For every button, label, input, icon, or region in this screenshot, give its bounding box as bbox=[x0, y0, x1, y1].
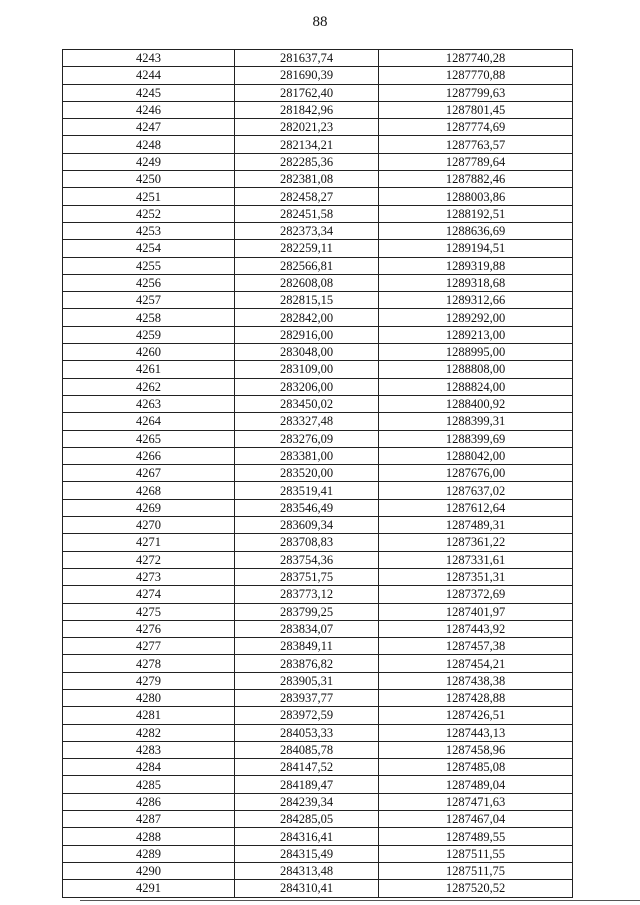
table-row bbox=[63, 793, 573, 810]
y-coordinate-cell: 1287443,92 bbox=[379, 620, 573, 637]
coordinates-table bbox=[62, 49, 573, 898]
x-coordinate-cell: 284147,52 bbox=[235, 759, 379, 776]
table-row bbox=[63, 568, 573, 585]
point-number-cell: 4263 bbox=[63, 395, 235, 412]
table-row bbox=[63, 603, 573, 620]
point-number-cell: 4269 bbox=[63, 499, 235, 516]
x-coordinate-cell: 282458,27 bbox=[235, 188, 379, 205]
table-row bbox=[63, 119, 573, 136]
x-coordinate-cell: 284239,34 bbox=[235, 793, 379, 810]
table-row bbox=[63, 240, 573, 257]
point-number-cell: 4265 bbox=[63, 430, 235, 447]
table-row bbox=[63, 257, 573, 274]
table-row bbox=[63, 517, 573, 534]
y-coordinate-cell: 1287458,96 bbox=[379, 741, 573, 758]
table-row bbox=[63, 655, 573, 672]
y-coordinate-cell: 1288399,69 bbox=[379, 430, 573, 447]
table-row bbox=[63, 344, 573, 361]
y-coordinate-cell: 1288995,00 bbox=[379, 344, 573, 361]
y-coordinate-cell: 1287372,69 bbox=[379, 586, 573, 603]
x-coordinate-cell: 283519,41 bbox=[235, 482, 379, 499]
y-coordinate-cell: 1287511,55 bbox=[379, 845, 573, 862]
x-coordinate-cell: 283609,34 bbox=[235, 517, 379, 534]
y-coordinate-cell: 1289194,51 bbox=[379, 240, 573, 257]
x-coordinate-cell: 284189,47 bbox=[235, 776, 379, 793]
x-coordinate-cell: 283937,77 bbox=[235, 689, 379, 706]
x-coordinate-cell: 283276,09 bbox=[235, 430, 379, 447]
y-coordinate-cell: 1289213,00 bbox=[379, 326, 573, 343]
point-number-cell: 4287 bbox=[63, 811, 235, 828]
page-bottom-rule bbox=[80, 900, 640, 901]
y-coordinate-cell: 1288636,69 bbox=[379, 222, 573, 239]
x-coordinate-cell: 283206,00 bbox=[235, 378, 379, 395]
y-coordinate-cell: 1287485,08 bbox=[379, 759, 573, 776]
x-coordinate-cell: 283520,00 bbox=[235, 465, 379, 482]
point-number-cell: 4274 bbox=[63, 586, 235, 603]
y-coordinate-cell: 1287471,63 bbox=[379, 793, 573, 810]
y-coordinate-cell: 1287428,88 bbox=[379, 689, 573, 706]
point-number-cell: 4259 bbox=[63, 326, 235, 343]
x-coordinate-cell: 282259,11 bbox=[235, 240, 379, 257]
point-number-cell: 4245 bbox=[63, 84, 235, 101]
y-coordinate-cell: 1287676,00 bbox=[379, 465, 573, 482]
point-number-cell: 4248 bbox=[63, 136, 235, 153]
y-coordinate-cell: 1288042,00 bbox=[379, 447, 573, 464]
y-coordinate-cell: 1289292,00 bbox=[379, 309, 573, 326]
x-coordinate-cell: 283109,00 bbox=[235, 361, 379, 378]
x-coordinate-cell: 283751,75 bbox=[235, 568, 379, 585]
table-row bbox=[63, 465, 573, 482]
y-coordinate-cell: 1288808,00 bbox=[379, 361, 573, 378]
point-number-cell: 4243 bbox=[63, 50, 235, 67]
point-number-cell: 4271 bbox=[63, 534, 235, 551]
y-coordinate-cell: 1288399,31 bbox=[379, 413, 573, 430]
table-row bbox=[63, 845, 573, 862]
x-coordinate-cell: 281762,40 bbox=[235, 84, 379, 101]
point-number-cell: 4280 bbox=[63, 689, 235, 706]
y-coordinate-cell: 1287511,75 bbox=[379, 862, 573, 879]
y-coordinate-cell: 1287443,13 bbox=[379, 724, 573, 741]
point-number-cell: 4267 bbox=[63, 465, 235, 482]
y-coordinate-cell: 1287489,55 bbox=[379, 828, 573, 845]
point-number-cell: 4291 bbox=[63, 880, 235, 897]
point-number-cell: 4289 bbox=[63, 845, 235, 862]
table-row bbox=[63, 361, 573, 378]
table-row bbox=[63, 67, 573, 84]
y-coordinate-cell: 1287489,31 bbox=[379, 517, 573, 534]
x-coordinate-cell: 283834,07 bbox=[235, 620, 379, 637]
table-row bbox=[63, 862, 573, 879]
table-row bbox=[63, 482, 573, 499]
y-coordinate-cell: 1287426,51 bbox=[379, 707, 573, 724]
x-coordinate-cell: 283773,12 bbox=[235, 586, 379, 603]
y-coordinate-cell: 1287740,28 bbox=[379, 50, 573, 67]
point-number-cell: 4258 bbox=[63, 309, 235, 326]
point-number-cell: 4270 bbox=[63, 517, 235, 534]
y-coordinate-cell: 1287774,69 bbox=[379, 119, 573, 136]
table-row bbox=[63, 620, 573, 637]
table-row bbox=[63, 776, 573, 793]
point-number-cell: 4253 bbox=[63, 222, 235, 239]
point-number-cell: 4247 bbox=[63, 119, 235, 136]
x-coordinate-cell: 282451,58 bbox=[235, 205, 379, 222]
x-coordinate-cell: 282373,34 bbox=[235, 222, 379, 239]
y-coordinate-cell: 1287637,02 bbox=[379, 482, 573, 499]
x-coordinate-cell: 284313,48 bbox=[235, 862, 379, 879]
table-row bbox=[63, 759, 573, 776]
x-coordinate-cell: 283546,49 bbox=[235, 499, 379, 516]
y-coordinate-cell: 1287467,04 bbox=[379, 811, 573, 828]
x-coordinate-cell: 283327,48 bbox=[235, 413, 379, 430]
point-number-cell: 4260 bbox=[63, 344, 235, 361]
table-row bbox=[63, 274, 573, 291]
x-coordinate-cell: 282285,36 bbox=[235, 153, 379, 170]
table-row bbox=[63, 672, 573, 689]
table-row bbox=[63, 50, 573, 67]
y-coordinate-cell: 1288400,92 bbox=[379, 395, 573, 412]
y-coordinate-cell: 1287770,88 bbox=[379, 67, 573, 84]
point-number-cell: 4276 bbox=[63, 620, 235, 637]
point-number-cell: 4256 bbox=[63, 274, 235, 291]
x-coordinate-cell: 282381,08 bbox=[235, 171, 379, 188]
point-number-cell: 4278 bbox=[63, 655, 235, 672]
table-row bbox=[63, 378, 573, 395]
y-coordinate-cell: 1287801,45 bbox=[379, 101, 573, 118]
table-row bbox=[63, 586, 573, 603]
table-row bbox=[63, 171, 573, 188]
table-row bbox=[63, 188, 573, 205]
point-number-cell: 4261 bbox=[63, 361, 235, 378]
point-number-cell: 4290 bbox=[63, 862, 235, 879]
point-number-cell: 4281 bbox=[63, 707, 235, 724]
x-coordinate-cell: 283876,82 bbox=[235, 655, 379, 672]
point-number-cell: 4286 bbox=[63, 793, 235, 810]
table-row bbox=[63, 101, 573, 118]
x-coordinate-cell: 282021,23 bbox=[235, 119, 379, 136]
y-coordinate-cell: 1287520,52 bbox=[379, 880, 573, 897]
point-number-cell: 4266 bbox=[63, 447, 235, 464]
point-number-cell: 4275 bbox=[63, 603, 235, 620]
x-coordinate-cell: 284053,33 bbox=[235, 724, 379, 741]
x-coordinate-cell: 282608,08 bbox=[235, 274, 379, 291]
y-coordinate-cell: 1287454,21 bbox=[379, 655, 573, 672]
y-coordinate-cell: 1289312,66 bbox=[379, 292, 573, 309]
table-row bbox=[63, 741, 573, 758]
x-coordinate-cell: 284315,49 bbox=[235, 845, 379, 862]
table-row bbox=[63, 499, 573, 516]
table-row bbox=[63, 551, 573, 568]
y-coordinate-cell: 1288003,86 bbox=[379, 188, 573, 205]
table-row bbox=[63, 292, 573, 309]
table-row bbox=[63, 689, 573, 706]
table-row bbox=[63, 880, 573, 897]
point-number-cell: 4268 bbox=[63, 482, 235, 499]
table-row bbox=[63, 222, 573, 239]
table-row bbox=[63, 811, 573, 828]
page-number: 88 bbox=[312, 14, 328, 30]
y-coordinate-cell: 1289319,88 bbox=[379, 257, 573, 274]
y-coordinate-cell: 1287799,63 bbox=[379, 84, 573, 101]
table-row bbox=[63, 326, 573, 343]
point-number-cell: 4254 bbox=[63, 240, 235, 257]
point-number-cell: 4285 bbox=[63, 776, 235, 793]
x-coordinate-cell: 282815,15 bbox=[235, 292, 379, 309]
table-row bbox=[63, 413, 573, 430]
x-coordinate-cell: 282566,81 bbox=[235, 257, 379, 274]
point-number-cell: 4246 bbox=[63, 101, 235, 118]
point-number-cell: 4288 bbox=[63, 828, 235, 845]
coordinates-table-body bbox=[63, 50, 573, 898]
x-coordinate-cell: 281637,74 bbox=[235, 50, 379, 67]
x-coordinate-cell: 283048,00 bbox=[235, 344, 379, 361]
x-coordinate-cell: 284285,05 bbox=[235, 811, 379, 828]
table-row bbox=[63, 724, 573, 741]
x-coordinate-cell: 283972,59 bbox=[235, 707, 379, 724]
table-row bbox=[63, 828, 573, 845]
point-number-cell: 4251 bbox=[63, 188, 235, 205]
x-coordinate-cell: 283754,36 bbox=[235, 551, 379, 568]
x-coordinate-cell: 283381,00 bbox=[235, 447, 379, 464]
y-coordinate-cell: 1289318,68 bbox=[379, 274, 573, 291]
table-row bbox=[63, 136, 573, 153]
table-row bbox=[63, 395, 573, 412]
table-row bbox=[63, 534, 573, 551]
point-number-cell: 4249 bbox=[63, 153, 235, 170]
x-coordinate-cell: 282134,21 bbox=[235, 136, 379, 153]
y-coordinate-cell: 1287882,46 bbox=[379, 171, 573, 188]
y-coordinate-cell: 1287763,57 bbox=[379, 136, 573, 153]
point-number-cell: 4279 bbox=[63, 672, 235, 689]
point-number-cell: 4250 bbox=[63, 171, 235, 188]
table-row bbox=[63, 638, 573, 655]
x-coordinate-cell: 284316,41 bbox=[235, 828, 379, 845]
table-row bbox=[63, 430, 573, 447]
x-coordinate-cell: 283905,31 bbox=[235, 672, 379, 689]
x-coordinate-cell: 283849,11 bbox=[235, 638, 379, 655]
point-number-cell: 4283 bbox=[63, 741, 235, 758]
y-coordinate-cell: 1287351,31 bbox=[379, 568, 573, 585]
point-number-cell: 4273 bbox=[63, 568, 235, 585]
table-row bbox=[63, 447, 573, 464]
point-number-cell: 4272 bbox=[63, 551, 235, 568]
y-coordinate-cell: 1287361,22 bbox=[379, 534, 573, 551]
y-coordinate-cell: 1288824,00 bbox=[379, 378, 573, 395]
point-number-cell: 4264 bbox=[63, 413, 235, 430]
table-row bbox=[63, 84, 573, 101]
point-number-cell: 4244 bbox=[63, 67, 235, 84]
point-number-cell: 4257 bbox=[63, 292, 235, 309]
y-coordinate-cell: 1287489,04 bbox=[379, 776, 573, 793]
y-coordinate-cell: 1287401,97 bbox=[379, 603, 573, 620]
y-coordinate-cell: 1287457,38 bbox=[379, 638, 573, 655]
x-coordinate-cell: 283450,02 bbox=[235, 395, 379, 412]
x-coordinate-cell: 282916,00 bbox=[235, 326, 379, 343]
y-coordinate-cell: 1288192,51 bbox=[379, 205, 573, 222]
point-number-cell: 4252 bbox=[63, 205, 235, 222]
x-coordinate-cell: 284310,41 bbox=[235, 880, 379, 897]
point-number-cell: 4262 bbox=[63, 378, 235, 395]
y-coordinate-cell: 1287331,61 bbox=[379, 551, 573, 568]
table-row bbox=[63, 309, 573, 326]
table-row bbox=[63, 153, 573, 170]
table-row bbox=[63, 707, 573, 724]
x-coordinate-cell: 282842,00 bbox=[235, 309, 379, 326]
x-coordinate-cell: 283708,83 bbox=[235, 534, 379, 551]
x-coordinate-cell: 284085,78 bbox=[235, 741, 379, 758]
x-coordinate-cell: 281842,96 bbox=[235, 101, 379, 118]
table-row bbox=[63, 205, 573, 222]
x-coordinate-cell: 283799,25 bbox=[235, 603, 379, 620]
point-number-cell: 4284 bbox=[63, 759, 235, 776]
point-number-cell: 4277 bbox=[63, 638, 235, 655]
point-number-cell: 4255 bbox=[63, 257, 235, 274]
y-coordinate-cell: 1287789,64 bbox=[379, 153, 573, 170]
y-coordinate-cell: 1287612,64 bbox=[379, 499, 573, 516]
point-number-cell: 4282 bbox=[63, 724, 235, 741]
x-coordinate-cell: 281690,39 bbox=[235, 67, 379, 84]
y-coordinate-cell: 1287438,38 bbox=[379, 672, 573, 689]
